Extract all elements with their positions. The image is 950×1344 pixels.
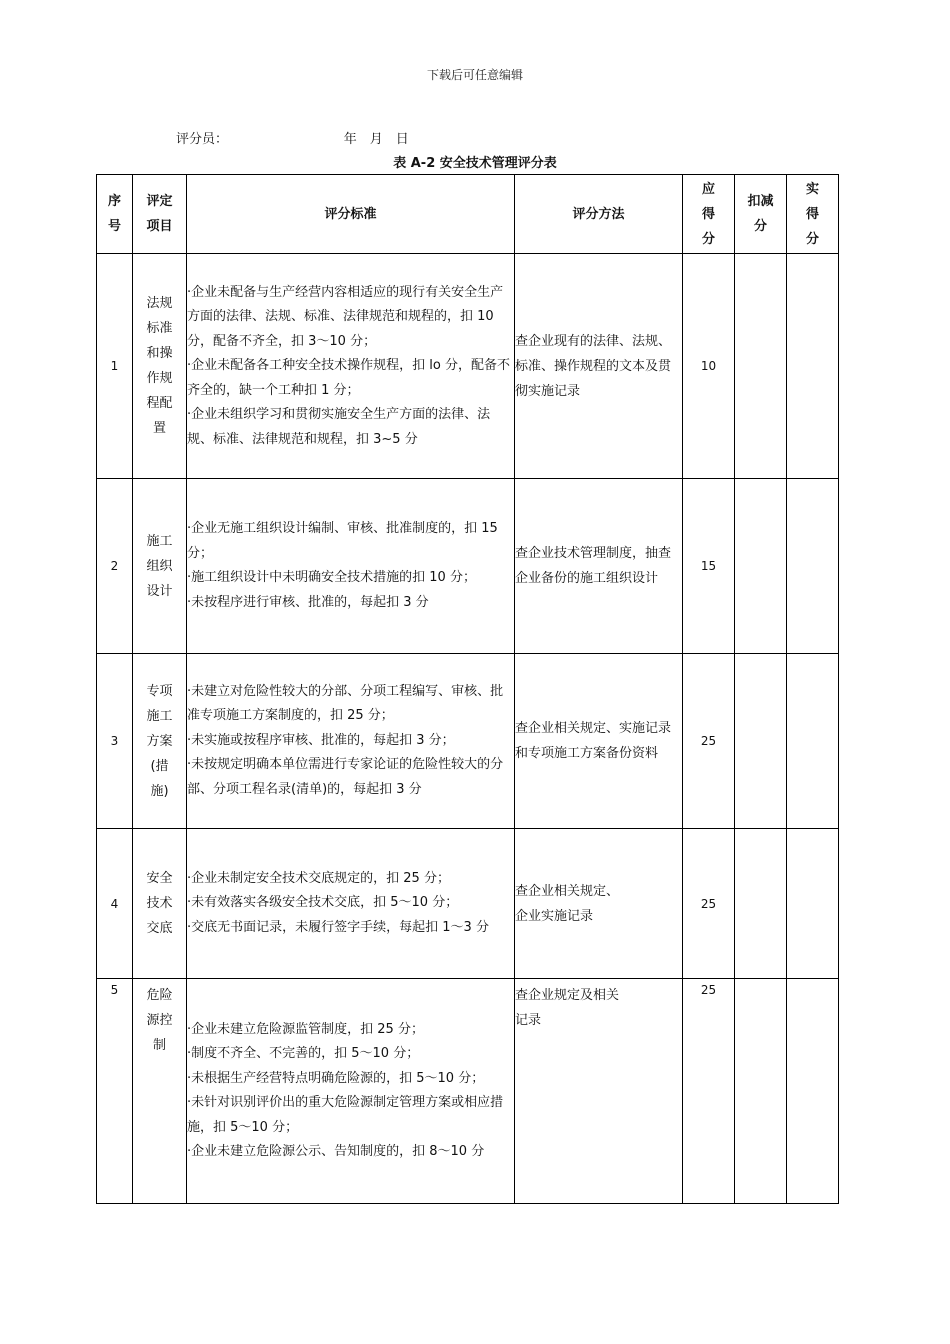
row-item: 施工组织设计	[133, 479, 187, 654]
row-item: 危险源控制	[133, 979, 187, 1204]
row-method: 查企业规定及相关 记录	[515, 979, 683, 1204]
col-header-no: 序号	[97, 175, 133, 254]
col-header-criteria: 评分标准	[187, 175, 515, 254]
row-deduct-cell[interactable]	[735, 254, 787, 479]
date-field: 年 月 日	[343, 132, 409, 147]
row-points: 25	[683, 829, 735, 979]
row-points: 15	[683, 479, 735, 654]
row-item: 专项施工方案(措施)	[133, 654, 187, 829]
table-row	[97, 479, 839, 654]
col-header-item: 评定项目	[133, 175, 187, 254]
row-actual-cell[interactable]	[787, 979, 839, 1204]
row-item: 安全技术交底	[133, 829, 187, 979]
row-actual-cell[interactable]	[787, 254, 839, 479]
row-item: 法规标准和操作规程配置	[133, 254, 187, 479]
col-header-points: 应得分	[683, 175, 735, 254]
col-header-method: 评分方法	[515, 175, 683, 254]
row-deduct-cell[interactable]	[735, 654, 787, 829]
row-actual-cell[interactable]	[787, 654, 839, 829]
header-note: 下载后可任意编辑	[426, 68, 523, 82]
score-table	[96, 174, 839, 1204]
row-deduct-cell[interactable]	[735, 479, 787, 654]
col-header-deduct: 扣减分	[735, 175, 787, 254]
row-method: 查企业技术管理制度，抽查企业备份的施工组织设计	[515, 479, 683, 654]
row-method: 查企业相关规定、 企业实施记录	[515, 829, 683, 979]
row-points: 25	[683, 654, 735, 829]
row-criteria: ·未建立对危险性较大的分部、分项工程编写、审核、批准专项施工方案制度的，扣 25 分； ·未实施或按程序审核、批准的，每起扣 3 分； ·未按规定明确本单位需进行专家论证的危险性较大的分部、分项工程名录(清单)的，每起扣 3 分	[187, 654, 515, 829]
table-row	[97, 654, 839, 829]
row-no: 4	[97, 829, 133, 979]
row-criteria: ·企业未建立危险源监管制度，扣 25 分； ·制度不齐全、不完善的，扣 5～10 分； ·未根据生产经营特点明确危险源的，扣 5～10 分； ·未针对识别评价出的重大危险源制定管理方案或相应措施，扣 5～10 分； ·企业未建立危险源公示、告知制度的，扣 8～10 分	[187, 979, 515, 1204]
table-row	[97, 979, 839, 1204]
row-criteria: ·企业未制定安全技术交底规定的，扣 25 分； ·未有效落实各级安全技术交底，扣 5～10 分； ·交底无书面记录，未履行签字手续，每起扣 1～3 分	[187, 829, 515, 979]
row-points: 10	[683, 254, 735, 479]
row-deduct-cell[interactable]	[735, 979, 787, 1204]
row-method: 查企业现有的法律、法规、标准、操作规程的文本及贯彻实施记录	[515, 254, 683, 479]
row-no: 3	[97, 654, 133, 829]
row-actual-cell[interactable]	[787, 829, 839, 979]
row-method: 查企业相关规定、实施记录和专项施工方案备份资料	[515, 654, 683, 829]
row-actual-cell[interactable]	[787, 479, 839, 654]
scorer-label: 评分员：	[176, 132, 229, 147]
row-criteria: ·企业未配备与生产经营内容相适应的现行有关安全生产方面的法律、法规、标准、法律规范和规程的，扣 10 分，配备不齐全，扣 3～10 分； ·企业未配备各工种安全技术操作规程，扣 lo 分，配备不齐全的，缺一个工种扣 1 分； ·企业未组织学习和贯彻实施安全生产方面的法律、法规、标准、法律规范和规程，扣 3~5 分	[187, 254, 515, 479]
row-criteria: ·企业无施工组织设计编制、审核、批准制度的，扣 15 分； ·施工组织设计中未明确安全技术措施的扣 10 分； ·未按程序进行审核、批准的，每起扣 3 分	[187, 479, 515, 654]
table-row	[97, 254, 839, 479]
row-no: 1	[97, 254, 133, 479]
table-title: 表 A-2 安全技术管理评分表	[393, 156, 557, 171]
row-deduct-cell[interactable]	[735, 829, 787, 979]
row-no: 2	[97, 479, 133, 654]
scorer-line	[176, 128, 409, 147]
row-points: 25	[683, 979, 735, 1204]
col-header-actual: 实得分	[787, 175, 839, 254]
row-no: 5	[97, 979, 133, 1204]
table-row	[97, 829, 839, 979]
header-row	[97, 175, 839, 254]
